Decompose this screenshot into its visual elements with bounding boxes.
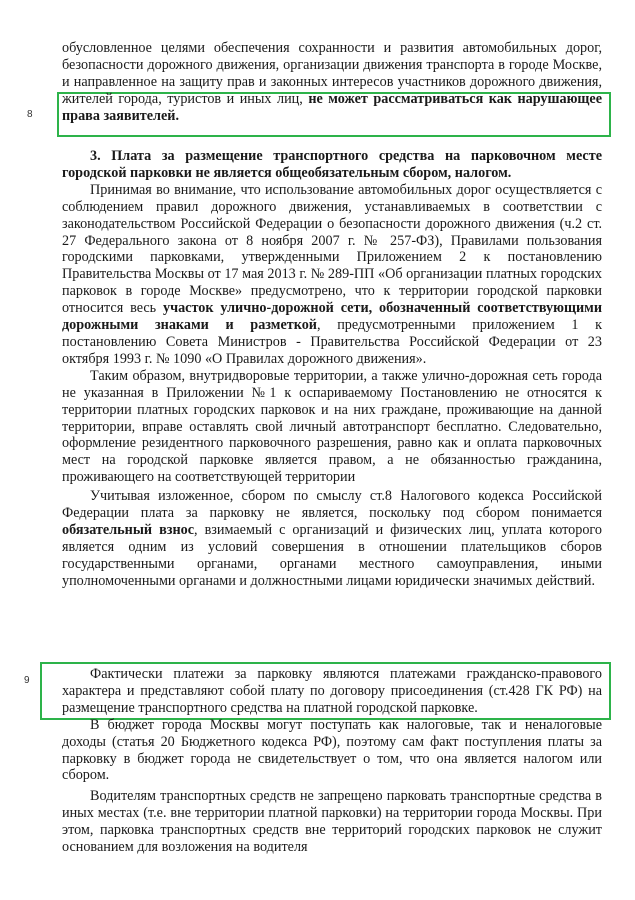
intro-text: обусловленное целями обеспечения сохранности и развития автомобильных дорог, безопасности дорожного движения, организации движения транспорта в городе Москве, и направленное на защиту прав и законных интересов участников дорожного движения, жителей города, туристов и иных лиц, [62, 40, 602, 107]
section-3-heading: 3. Плата за размещение транспортного средства на парковочном месте городской парковки не является общеобязательным сбором, налогом. [62, 148, 602, 181]
paragraph-6: Водителям транспортных средств не запрещено парковать транспортные средства в иных местах (т.е. вне территории платной парковки) на территории города Москвы. При этом, парковка транспортных средств вне территорий городских парковок не служит основанием для возложения на водителя [62, 788, 602, 856]
paragraph-1 [62, 182, 602, 368]
section-3-continued [62, 666, 602, 856]
intro-bold-conclusion: не может рассматриваться как нарушающее права заявителей. [62, 90, 603, 124]
paragraph-3-bold: обязательный взнос [62, 521, 195, 538]
paragraph-1-start: Принимая во внимание, что использование автомобильных дорог осуществляется с соблюдением правил дорожного движения, устанавливаемых в соответствии с законодательством Российской Федерации о безопасности дорожного движения (ч.2 ст. 27 Федерального закона от 8 ноября 2007 г. № 257-ФЗ), Правилами пользования городскими парковками, утвержденными Приложением 2 к постановлению Правительства Москвы от 17 мая 2013 г. № 289-ПП «Об организации платных городских парковок в городе Москве» предусмотрено, что к территории городской парковки относится весь [62, 181, 602, 317]
paragraph-4: Фактически платежи за парковку являются платежами гражданско-правового характера и представляют собой плату по договору присоединения (ст.428 ГК РФ) на размещение транспортного средства на платной городской парковке. [62, 666, 602, 716]
paragraph-1-bold: участок улично-дорожной сети, обозначенный соответствующими дорожными знаками и разметкой [62, 300, 602, 334]
paragraph-3 [62, 488, 602, 589]
paragraph-5: В бюджет города Москвы могут поступать как налоговые, так и неналоговые доходы (статья 20 Бюджетного кодекса РФ), поэтому сам факт поступления платы за парковку в бюджет города не свидетельствует о том, что она является налогом или сбором. [62, 716, 602, 784]
paragraph-3-start: Учитывая изложенное, сбором по смыслу ст.8 Налогового кодекса Российской Федерации плата за парковку не является, поскольку под сбором понимается [62, 488, 602, 522]
annotation-marker-8: 8 [27, 109, 33, 120]
annotation-marker-9: 9 [24, 675, 30, 686]
paragraph-2: Таким образом, внутридворовые территории, а также улично-дорожная сеть города не указанная в Приложении №1 к оспариваемому Постановлению не относятся к территории платных городских парковок и на них граждане, проживающие на данной территории, вправе оставлять свой личный автотранспорт бесплатно. Следовательно, оформление резидентного парковочного разрешения, равно как и оплата парковочных мест на городской парковке является правом, а не обязанностью гражданина, проживающего на соответствующей территории [62, 367, 602, 486]
paragraph-3-end: , взимаемый с организаций и физических лиц, уплата которого является одним из условий совершения в отношении плательщиков сборов государственными органами, органами местного самоуправления, иными уполномоченными органами и должностными лицами юридически значимых действий. [62, 521, 602, 589]
intro-paragraph [62, 40, 602, 125]
section-3 [62, 148, 602, 590]
paragraph-1-end: , предусмотренными приложением 1 к постановлению Совета Министров - Правительства Российской Федерации от 23 октября 1993 г. № 1090 «О Правилах дорожного движения». [62, 317, 602, 367]
